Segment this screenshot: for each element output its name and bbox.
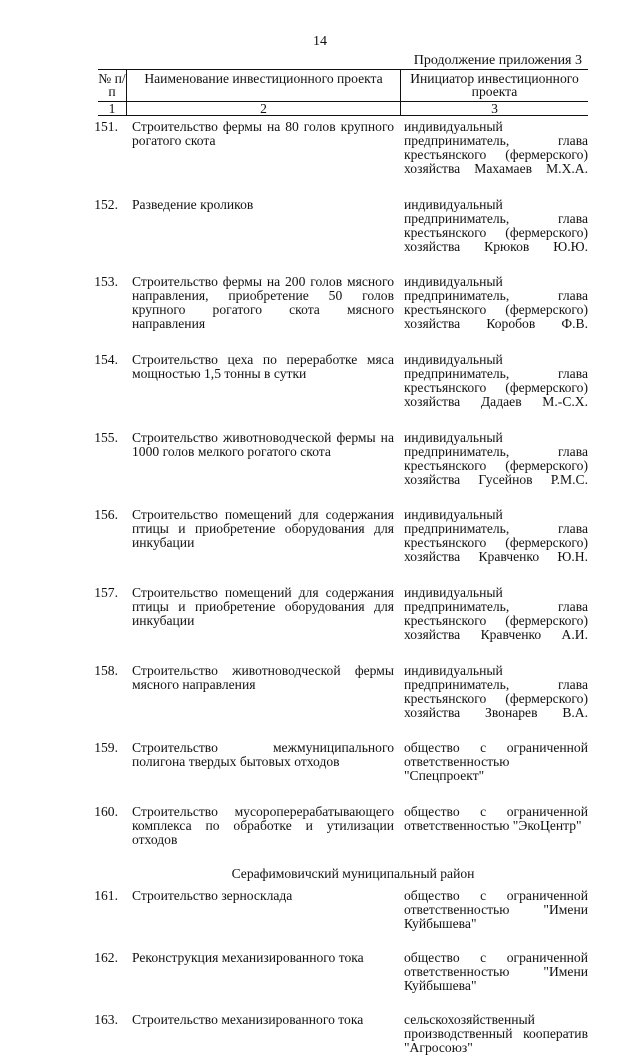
district-heading: Серафимовичский муниципальный район: [231, 866, 475, 881]
table-header: [98, 69, 588, 102]
header-num: № п/п: [98, 71, 126, 99]
project-initiator: сельскохозяйственный производственный кооператив "Агросоюз": [404, 1012, 588, 1055]
project-initiator: общество с ограниченной ответственностью "ЭкоЦентр": [404, 804, 588, 833]
row-number: 152.: [94, 197, 118, 212]
column-number-3: 3: [400, 102, 588, 115]
table-body: [94, 119, 588, 1055]
project-initiator: индивидуальный предприниматель, глава крестьянского (фермерского) хозяйства Махамаев М.Х.А.: [404, 119, 588, 176]
table-row: [94, 274, 588, 331]
row-number: 155.: [94, 430, 118, 445]
header-initiator: Инициатор инвестиционного проекта: [400, 70, 588, 101]
table-row: [94, 119, 588, 176]
table-row: [94, 507, 588, 564]
project-initiator: индивидуальный предприниматель, глава крестьянского (фермерского) хозяйства Коробов Ф.В.: [404, 274, 588, 331]
row-number: 158.: [94, 663, 118, 678]
row-number: 162.: [94, 950, 118, 965]
table-row: [94, 585, 588, 642]
project-name: Строительство механизированного тока: [132, 1012, 364, 1027]
row-number: 161.: [94, 888, 118, 903]
project-initiator: индивидуальный предприниматель, глава крестьянского (фермерского) хозяйства Кравченко А.И.: [404, 585, 588, 642]
table-row: [94, 197, 588, 254]
project-initiator: индивидуальный предприниматель, глава крестьянского (фермерского) хозяйства Кравченко Ю.Н.: [404, 507, 588, 564]
table-row: [94, 804, 588, 847]
appendix-continuation-label: Продолжение приложения 3: [413, 53, 582, 68]
table-row: [94, 950, 588, 993]
project-name: Строительство зерносклада: [132, 888, 293, 903]
page-number: 14: [313, 34, 327, 49]
table-row: [94, 352, 588, 409]
project-initiator: общество с ограниченной ответственностью "Спецпроект": [404, 740, 588, 783]
row-number: 154.: [94, 352, 118, 367]
table-row: [94, 888, 588, 931]
table-row: [94, 663, 588, 720]
column-number-2: 2: [126, 102, 400, 115]
column-numbers: [98, 102, 588, 116]
project-name: Строительство межмуниципального полигона твердых бытовых отходов: [132, 740, 394, 769]
row-number: 157.: [94, 585, 118, 600]
table-row: [94, 1012, 588, 1055]
row-number: 160.: [94, 804, 118, 819]
project-initiator: индивидуальный предприниматель, глава крестьянского (фермерского) хозяйства Дадаев М.-С.Х.: [404, 352, 588, 409]
row-number: 151.: [94, 119, 118, 134]
project-initiator: индивидуальный предприниматель, глава крестьянского (фермерского) хозяйства Гусейнов Р.М.С.: [404, 430, 588, 487]
project-name: Строительство животноводческой фермы на 1000 голов мелкого рогатого скота: [132, 430, 394, 459]
row-number: 156.: [94, 507, 118, 522]
project-name: Реконструкция механизированного тока: [132, 950, 364, 965]
project-name: Строительство цеха по переработке мяса мощностью 1,5 тонны в сутки: [132, 352, 394, 381]
project-initiator: индивидуальный предприниматель, глава крестьянского (фермерского) хозяйства Звонарев В.А.: [404, 663, 588, 720]
project-name: Строительство помещений для содержания птицы и приобретение оборудования для инкубации: [132, 585, 394, 628]
project-name: Строительство помещений для содержания птицы и приобретение оборудования для инкубации: [132, 507, 394, 550]
project-name: Строительство мусороперерабатывающего комплекса по обработке и утилизации отходов: [132, 804, 394, 847]
table-row: [94, 430, 588, 487]
table-row: [94, 740, 588, 783]
row-number: 159.: [94, 740, 118, 755]
investment-projects-table: [94, 69, 588, 1055]
column-number-1: 1: [108, 101, 116, 116]
project-initiator: общество с ограниченной ответственностью "Имени Куйбышева": [404, 888, 588, 931]
project-name: Строительство фермы на 200 голов мясного направления, приобретение 50 голов крупного рогатого скота мясного направления: [132, 274, 394, 331]
project-name: Разведение кроликов: [132, 197, 254, 212]
project-initiator: индивидуальный предприниматель, глава крестьянского (фермерского) хозяйства Крюков Ю.Ю.: [404, 197, 588, 254]
row-number: 163.: [94, 1012, 118, 1027]
header-name: Наименование инвестиционного проекта: [126, 70, 400, 101]
project-name: Строительство фермы на 80 голов крупного рогатого скота: [132, 119, 394, 148]
row-number: 153.: [94, 274, 118, 289]
project-initiator: общество с ограниченной ответственностью "Имени Куйбышева": [404, 950, 588, 993]
project-name: Строительство животноводческой фермы мясного направления: [132, 663, 394, 692]
